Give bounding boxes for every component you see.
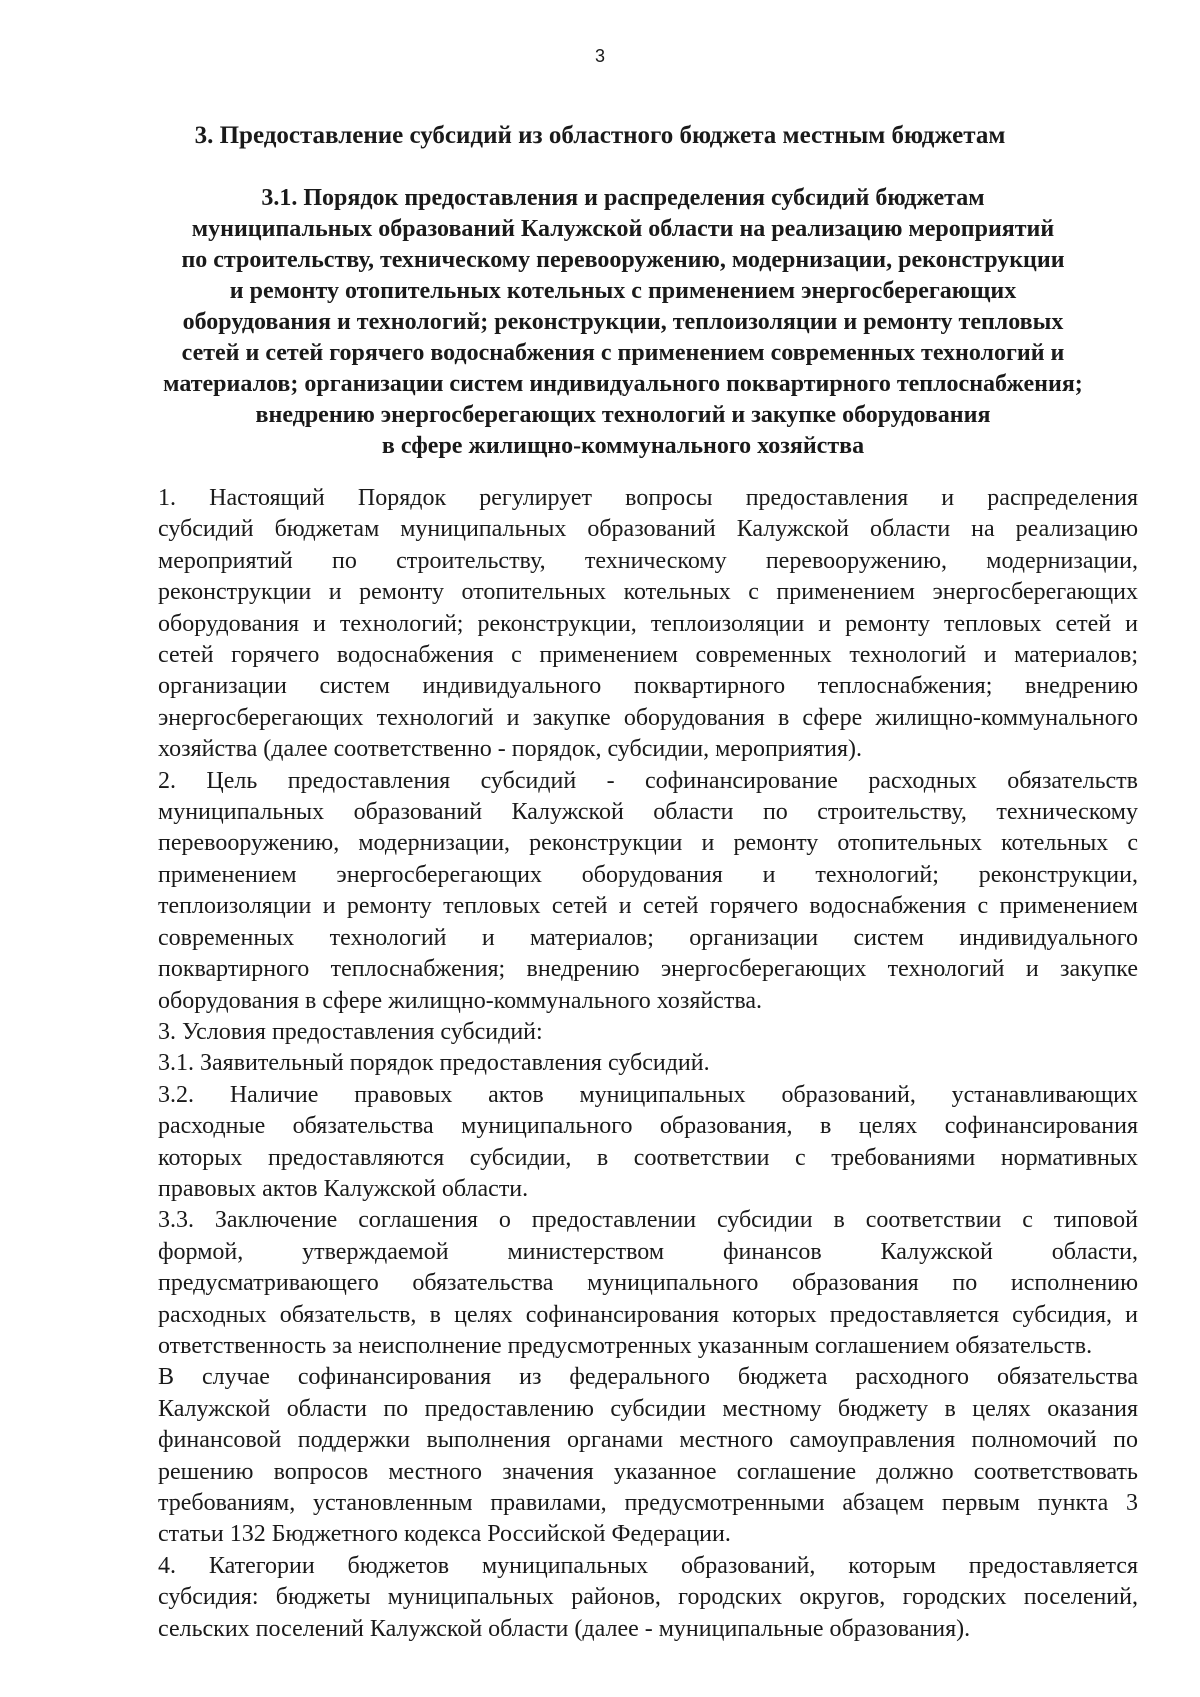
paragraph-line: реконструкции и ремонту отопительных котельных с применением энергосберегающих	[158, 579, 1138, 606]
paragraph-line: правовых актов Калужской области.	[158, 1175, 529, 1202]
paragraph	[108, 1205, 1138, 1362]
paragraph-line: расходные обязательства муниципального образования, в целях софинансирования	[158, 1113, 1138, 1140]
subsection-title-line: оборудования и технологий; реконструкции, теплоизоляции и ремонту тепловых	[182, 309, 1064, 335]
paragraph	[108, 1551, 1138, 1645]
paragraph-line: 1. Настоящий Порядок регулирует вопросы предоставления и распределения	[158, 485, 1138, 511]
paragraph-line: статьи 132 Бюджетного кодекса Российской Федерации.	[158, 1521, 731, 1548]
paragraph-line: 2. Цель предоставления субсидий - софинансирование расходных обязательств	[158, 767, 1138, 794]
subsection-title	[108, 183, 1138, 462]
paragraph	[108, 1017, 1138, 1048]
paragraph	[108, 483, 1138, 766]
paragraph-line: 3.1. Заявительный порядок предоставления субсидий.	[158, 1050, 710, 1077]
paragraph-line: энергосберегающих технологий и закупке оборудования в сфере жилищно-коммунального	[158, 704, 1138, 731]
paragraph-line: хозяйства (далее соответственно - порядок, субсидии, мероприятия).	[158, 736, 863, 763]
subsection-title-line: внедрению энергосберегающих технологий и закупке оборудования	[255, 402, 991, 428]
paragraph-line: теплоизоляции и ремонту тепловых сетей и сетей горячего водоснабжения с применением	[158, 893, 1138, 920]
subsection-title-line: сетей и сетей горячего водоснабжения с применением современных технологий и	[181, 340, 1065, 366]
paragraph-line: субсидия: бюджеты муниципальных районов, городских округов, городских поселений,	[158, 1584, 1138, 1611]
paragraph-line: финансовой поддержки выполнения органами местного самоуправления полномочий по	[158, 1427, 1138, 1454]
paragraph-line: 3. Условия предоставления субсидий:	[158, 1018, 543, 1045]
document-body	[108, 483, 1138, 1645]
subsection-title-line: муниципальных образований Калужской области на реализацию мероприятий	[191, 216, 1055, 242]
paragraph-line: поквартирного теплоснабжения; внедрению энергосберегающих технологий и закупке	[158, 956, 1138, 983]
subsection-title-line: в сфере жилищно-коммунального хозяйства	[381, 433, 865, 459]
paragraph-line: 4. Категории бюджетов муниципальных образований, которым предоставляется	[158, 1552, 1138, 1579]
paragraph-line: ответственность за неисполнение предусмотренных указанным соглашением обязательств.	[158, 1332, 1093, 1359]
subsection-title-line: и ремонту отопительных котельных с применением энергосберегающих	[229, 278, 1017, 304]
paragraph	[108, 1080, 1138, 1206]
paragraph	[108, 766, 1138, 1017]
paragraph-line: оборудования и технологий; реконструкции, теплоизоляции и ремонту тепловых сетей и	[158, 610, 1138, 637]
paragraph-line: применением энергосберегающих оборудования и технологий; реконструкции,	[158, 861, 1138, 888]
paragraph-line: современных технологий и материалов; организации систем индивидуального	[158, 924, 1138, 951]
paragraph-line: предусматривающего обязательства муниципального образования по исполнению	[158, 1270, 1138, 1297]
paragraph-line: 3.2. Наличие правовых актов муниципальных образований, устанавливающих	[158, 1081, 1138, 1108]
paragraph-line: мероприятий по строительству, техническому перевооружению, модернизации,	[158, 547, 1138, 574]
paragraph-line: сельских поселений Калужской области (далее - муниципальные образования).	[158, 1615, 971, 1642]
paragraph-line: В случае софинансирования из федерального бюджета расходного обязательства	[158, 1364, 1138, 1391]
paragraph-line: 3.3. Заключение соглашения о предоставлении субсидии в соответствии с типовой	[158, 1207, 1138, 1234]
paragraph-line: оборудования в сфере жилищно-коммунального хозяйства.	[158, 987, 763, 1014]
paragraph-line: субсидий бюджетам муниципальных образований Калужской области на реализацию	[158, 516, 1138, 543]
subsection-title-line: 3.1. Порядок предоставления и распределения субсидий бюджетам	[261, 185, 985, 211]
paragraph-line: сетей горячего водоснабжения с применением современных технологий и материалов;	[158, 642, 1138, 669]
paragraph	[108, 1048, 1138, 1079]
paragraph-line: организации систем индивидуального поквартирного теплоснабжения; внедрению	[158, 673, 1138, 700]
paragraph-line: Калужской области по предоставлению субсидии местному бюджету в целях оказания	[158, 1395, 1138, 1422]
paragraph-line: которых предоставляются субсидии, в соответствии с требованиями нормативных	[158, 1144, 1138, 1171]
subsection-title-line: материалов; организации систем индивидуального поквартирного теплоснабжения;	[163, 371, 1083, 397]
subsection-title-line: по строительству, техническому перевооружению, модернизации, реконструкции	[181, 247, 1065, 273]
paragraph	[108, 1362, 1138, 1550]
paragraph-line: муниципальных образований Калужской области по строительству, техническому	[158, 799, 1138, 826]
paragraph-line: формой, утверждаемой министерством финансов Калужской области,	[158, 1238, 1138, 1265]
paragraph-line: расходных обязательств, в целях софинансирования которых предоставляется субсидия, и	[158, 1301, 1138, 1328]
page-number: 3	[594, 46, 605, 66]
paragraph-line: требованиям, установленным правилами, предусмотренными абзацем первым пункта 3	[158, 1490, 1138, 1516]
paragraph-line: перевооружению, модернизации, реконструкции и ремонту отопительных котельных с	[158, 830, 1138, 857]
paragraph-line: решению вопросов местного значения указанное соглашение должно соответствовать	[158, 1458, 1138, 1485]
section-title: 3. Предоставление субсидий из областного бюджета местным бюджетам	[194, 122, 1006, 149]
